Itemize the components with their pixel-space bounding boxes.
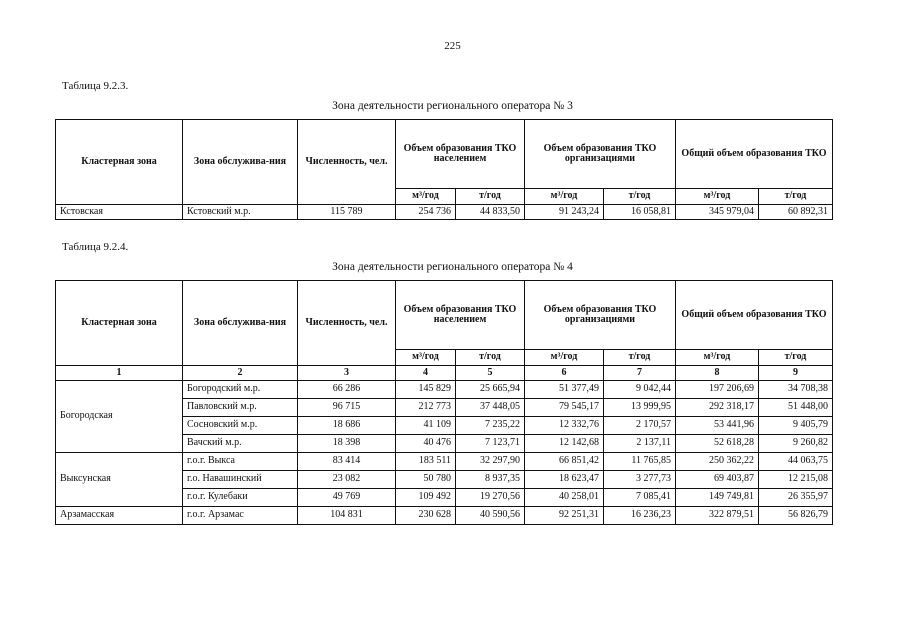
cell-value: 37 448,05 [456, 399, 525, 417]
unit-header: т/год [456, 350, 525, 366]
cell-value: 145 829 [396, 381, 456, 399]
table-row [56, 205, 833, 220]
cell-value: 250 362,22 [676, 453, 759, 471]
table-row [56, 453, 833, 471]
cell-value: 34 708,38 [759, 381, 833, 399]
unit-header: т/год [604, 189, 676, 205]
cell-value: 44 833,50 [456, 205, 525, 220]
header-organization-volume: Объем образования ТКО организациями [525, 281, 676, 350]
header-population-volume: Объем образования ТКО населением [396, 120, 525, 189]
cell-value: 197 206,69 [676, 381, 759, 399]
cell-value: 41 109 [396, 417, 456, 435]
unit-header: м³/год [396, 350, 456, 366]
cell-value: 8 937,35 [456, 471, 525, 489]
header-service-zone: Зона обслужива-ния [183, 281, 298, 366]
cell-value: 345 979,04 [676, 205, 759, 220]
cell-service: г.о. Навашинский [183, 471, 298, 489]
cell-value: 11 765,85 [604, 453, 676, 471]
cell-value: 9 042,44 [604, 381, 676, 399]
table-subtitle-operator-3: Зона деятельности регионального оператора № 3 [332, 100, 573, 112]
cell-value: 40 476 [396, 435, 456, 453]
column-index: 6 [525, 366, 604, 381]
unit-header: м³/год [676, 350, 759, 366]
cell-value: 183 511 [396, 453, 456, 471]
unit-header: т/год [759, 350, 833, 366]
cell-cluster: Богородская [56, 381, 183, 453]
header-total-volume: Общий объем образования ТКО [676, 281, 833, 350]
column-index: 9 [759, 366, 833, 381]
cell-value: 19 270,56 [456, 489, 525, 507]
cell-service: г.о.г. Арзамас [183, 507, 298, 525]
cell-service: г.о.г. Кулебаки [183, 489, 298, 507]
cell-value: 9 260,82 [759, 435, 833, 453]
cell-population: 104 831 [298, 507, 396, 525]
cell-value: 51 448,00 [759, 399, 833, 417]
cell-value: 50 780 [396, 471, 456, 489]
cell-service: Вачский м.р. [183, 435, 298, 453]
header-cluster-zone: Кластерная зона [56, 281, 183, 366]
cell-value: 149 749,81 [676, 489, 759, 507]
cell-value: 60 892,31 [759, 205, 833, 220]
unit-header: м³/год [525, 350, 604, 366]
cell-value: 26 355,97 [759, 489, 833, 507]
cell-population: 66 286 [298, 381, 396, 399]
cell-population: 18 686 [298, 417, 396, 435]
cell-service: г.о.г. Выкса [183, 453, 298, 471]
cell-value: 32 297,90 [456, 453, 525, 471]
table-caption-9-2-3: Таблица 9.2.3. [62, 80, 129, 92]
cell-value: 322 879,51 [676, 507, 759, 525]
column-index: 8 [676, 366, 759, 381]
column-index: 4 [396, 366, 456, 381]
cell-value: 2 170,57 [604, 417, 676, 435]
column-index: 3 [298, 366, 396, 381]
cell-cluster: Арзамасская [56, 507, 183, 525]
cell-value: 292 318,17 [676, 399, 759, 417]
cell-cluster: Кстовская [56, 205, 183, 220]
column-index: 5 [456, 366, 525, 381]
header-cluster-zone: Кластерная зона [56, 120, 183, 205]
cell-service: Богородский м.р. [183, 381, 298, 399]
cell-value: 91 243,24 [525, 205, 604, 220]
cell-value: 79 545,17 [525, 399, 604, 417]
cell-value: 69 403,87 [676, 471, 759, 489]
header-population: Численность, чел. [298, 120, 396, 205]
cell-population: 18 398 [298, 435, 396, 453]
cell-value: 2 137,11 [604, 435, 676, 453]
cell-value: 92 251,31 [525, 507, 604, 525]
unit-header: т/год [759, 189, 833, 205]
cell-value: 40 258,01 [525, 489, 604, 507]
table-operator-4 [55, 280, 833, 525]
unit-header: м³/год [396, 189, 456, 205]
cell-population: 115 789 [298, 205, 396, 220]
cell-value: 9 405,79 [759, 417, 833, 435]
cell-value: 230 628 [396, 507, 456, 525]
column-index: 2 [183, 366, 298, 381]
column-index: 1 [56, 366, 183, 381]
header-service-zone: Зона обслужива-ния [183, 120, 298, 205]
cell-value: 16 236,23 [604, 507, 676, 525]
unit-header: м³/год [676, 189, 759, 205]
cell-cluster: Выксунская [56, 453, 183, 507]
cell-population: 23 082 [298, 471, 396, 489]
cell-service: Павловский м.р. [183, 399, 298, 417]
cell-value: 254 736 [396, 205, 456, 220]
cell-value: 52 618,28 [676, 435, 759, 453]
header-population: Численность, чел. [298, 281, 396, 366]
cell-value: 7 085,41 [604, 489, 676, 507]
cell-value: 51 377,49 [525, 381, 604, 399]
table-operator-3 [55, 119, 833, 220]
table-caption-9-2-4: Таблица 9.2.4. [62, 241, 129, 253]
cell-service: Сосновский м.р. [183, 417, 298, 435]
cell-population: 83 414 [298, 453, 396, 471]
table-row [56, 507, 833, 525]
cell-value: 212 773 [396, 399, 456, 417]
unit-header: т/год [456, 189, 525, 205]
header-total-volume: Общий объем образования ТКО [676, 120, 833, 189]
cell-service: Кстовский м.р. [183, 205, 298, 220]
cell-value: 13 999,95 [604, 399, 676, 417]
unit-header: т/год [604, 350, 676, 366]
cell-value: 12 142,68 [525, 435, 604, 453]
cell-value: 66 851,42 [525, 453, 604, 471]
cell-value: 44 063,75 [759, 453, 833, 471]
cell-value: 16 058,81 [604, 205, 676, 220]
cell-value: 12 215,08 [759, 471, 833, 489]
cell-value: 56 826,79 [759, 507, 833, 525]
column-index: 7 [604, 366, 676, 381]
table-subtitle-operator-4: Зона деятельности регионального оператора № 4 [332, 261, 573, 273]
column-index-row [56, 366, 833, 381]
cell-value: 25 665,94 [456, 381, 525, 399]
unit-header: м³/год [525, 189, 604, 205]
table-row [56, 381, 833, 399]
header-organization-volume: Объем образования ТКО организациями [525, 120, 676, 189]
cell-value: 40 590,56 [456, 507, 525, 525]
cell-value: 7 123,71 [456, 435, 525, 453]
cell-value: 3 277,73 [604, 471, 676, 489]
cell-value: 12 332,76 [525, 417, 604, 435]
cell-value: 53 441,96 [676, 417, 759, 435]
page-number: 225 [444, 40, 461, 52]
cell-value: 18 623,47 [525, 471, 604, 489]
cell-value: 7 235,22 [456, 417, 525, 435]
cell-value: 109 492 [396, 489, 456, 507]
cell-population: 96 715 [298, 399, 396, 417]
cell-population: 49 769 [298, 489, 396, 507]
header-population-volume: Объем образования ТКО населением [396, 281, 525, 350]
